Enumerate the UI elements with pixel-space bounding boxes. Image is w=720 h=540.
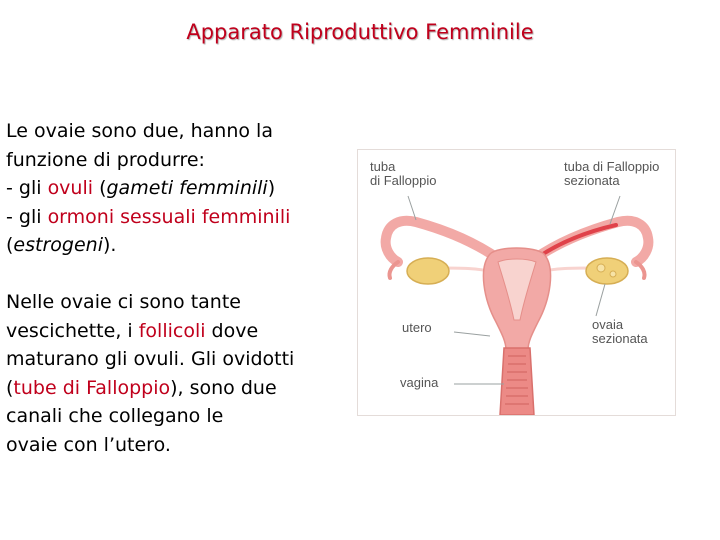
text-line xyxy=(6,317,351,346)
gameti-term: gameti femminili xyxy=(106,177,268,199)
label-line: tuba xyxy=(370,159,396,174)
label-line: ovaia xyxy=(592,317,624,332)
follicle xyxy=(597,264,605,272)
left-fallopian-tube xyxy=(386,221,503,262)
text-segment: ). xyxy=(102,234,117,256)
label-vagina: vagina xyxy=(400,375,439,390)
estrogeni-term: estrogeni xyxy=(13,234,103,256)
text-line xyxy=(6,231,351,260)
text-segment: vescichette, i xyxy=(6,319,139,342)
follicoli-term: follicoli xyxy=(138,319,206,342)
label-line: di Falloppio xyxy=(370,173,437,188)
ovaries-paragraph xyxy=(6,117,351,260)
label-line: tuba di Falloppio xyxy=(564,159,660,174)
ovaia-leader xyxy=(596,284,605,316)
text-line: Nelle ovaie ci sono tante xyxy=(6,291,241,313)
text-segment: - gli xyxy=(6,205,48,228)
label-tuba-sezionata xyxy=(564,160,659,188)
left-fimbriae xyxy=(389,262,398,278)
text-line: funzione di produrre: xyxy=(6,148,205,171)
label-ovaia-sezionata xyxy=(592,318,648,346)
left-ovary xyxy=(407,258,449,284)
text-segment: ) xyxy=(267,177,276,199)
page-title: Apparato Riproduttivo Femminile xyxy=(186,20,534,44)
text-segment: dove xyxy=(205,319,259,342)
right-ovary xyxy=(586,258,628,284)
label-utero: utero xyxy=(402,320,432,335)
label-tuba xyxy=(370,160,437,188)
text-segment: ( xyxy=(6,234,14,256)
label-line: sezionata xyxy=(592,331,648,346)
follicles-paragraph xyxy=(6,288,351,459)
text-segment: ( xyxy=(6,376,14,399)
label-line: sezionata xyxy=(564,173,620,188)
right-fallopian-tube xyxy=(530,221,648,262)
utero-leader xyxy=(454,332,490,336)
text-line: maturano gli ovuli. Gli ovidotti xyxy=(6,348,295,370)
reproductive-system-illustration xyxy=(357,149,676,416)
text-line: canali che collegano le xyxy=(6,405,224,427)
text-segment: ), sono due xyxy=(170,376,277,399)
text-line xyxy=(6,174,351,203)
text-line: Le ovaie sono due, hanno la xyxy=(6,120,273,142)
text-line xyxy=(6,203,351,232)
right-fimbriae xyxy=(636,262,645,278)
ormoni-term: ormoni sessuali femminili xyxy=(47,205,291,228)
follicle xyxy=(610,271,616,277)
vagina xyxy=(500,348,534,415)
text-segment: - gli xyxy=(6,177,48,199)
text-line xyxy=(6,374,351,403)
text-segment: ( xyxy=(93,177,107,199)
text-line: ovaie con l’utero. xyxy=(6,433,171,456)
ovuli-term: ovuli xyxy=(47,177,94,199)
tube-term: tube di Falloppio xyxy=(13,376,171,399)
